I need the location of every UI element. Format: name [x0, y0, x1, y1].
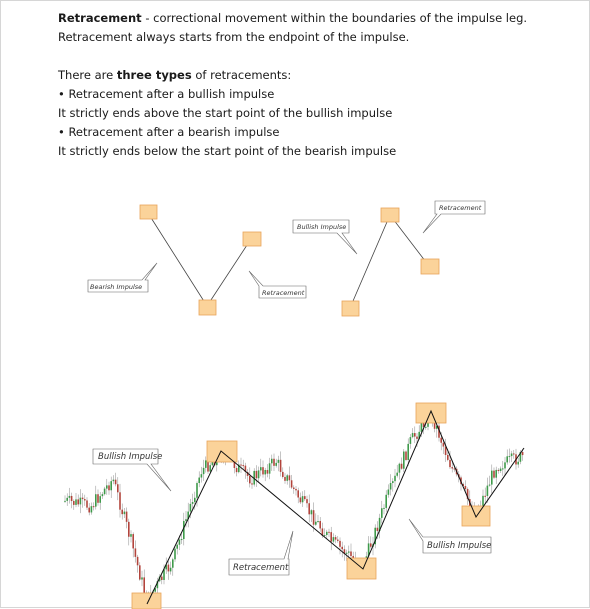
candle-body — [348, 551, 350, 552]
candle-body — [300, 497, 302, 502]
candle-body — [326, 532, 328, 535]
candle-body — [491, 471, 493, 485]
candle-body — [194, 498, 196, 502]
candle-body — [236, 468, 238, 472]
candle-body — [198, 478, 200, 483]
candle-body — [280, 460, 282, 472]
candle-body — [273, 459, 275, 466]
candle-body — [143, 577, 145, 592]
candle-body — [493, 471, 495, 478]
candle-body — [337, 540, 339, 541]
candle-body — [69, 496, 71, 498]
candle-body — [73, 501, 75, 505]
candle-body — [95, 494, 97, 506]
candle-body — [346, 553, 348, 554]
candle-body — [330, 532, 332, 541]
candle-body — [302, 496, 304, 502]
term-retracement: Retracement — [58, 11, 142, 25]
candle-body — [284, 477, 286, 481]
candle-body — [370, 543, 372, 546]
candle-body — [115, 480, 117, 485]
candle-body — [102, 494, 104, 496]
candle-body — [412, 433, 414, 437]
candle-body — [500, 469, 502, 471]
candle-body — [179, 540, 181, 545]
candle-body — [77, 499, 79, 504]
candle-body — [504, 462, 506, 468]
candle-body — [403, 452, 405, 469]
candle-body — [113, 480, 115, 481]
highlight-box-high-2 — [416, 403, 446, 423]
candle-body — [91, 506, 93, 512]
candle-body — [66, 498, 68, 501]
candle-body — [258, 470, 260, 478]
start-rule-line: Retracement always starts from the endpoint of the impulse. — [58, 30, 410, 44]
candle-body — [75, 499, 77, 504]
chart-impulse-label-left: Bullish Impulse — [98, 452, 163, 462]
candle-body — [190, 504, 192, 512]
candle-body — [401, 464, 403, 469]
candle-body — [262, 467, 264, 474]
candle-body — [174, 549, 176, 560]
candle-body — [328, 532, 330, 533]
candle-body — [407, 444, 409, 460]
candle-body — [286, 475, 288, 481]
definition-text: - correctional movement within the boundaries of the impulse leg. — [141, 11, 528, 25]
candle-body — [135, 548, 137, 556]
candle-body — [181, 539, 183, 540]
candle-body — [383, 508, 385, 509]
candle-body — [388, 490, 390, 495]
candle-body — [306, 499, 308, 503]
candle-body — [484, 496, 486, 497]
bullet-bullish: • Retracement after a bullish impulse — [58, 87, 275, 101]
candle-body — [319, 521, 321, 528]
candle-body — [84, 499, 86, 500]
candle-body — [392, 481, 394, 483]
diagram-right-path — [350, 215, 429, 308]
candle-body — [209, 465, 211, 471]
candle-body — [242, 465, 244, 466]
candle-body — [137, 557, 139, 565]
candle-body — [308, 503, 310, 514]
candle-body — [405, 452, 407, 460]
highlight-box — [199, 300, 216, 315]
candle-body — [108, 485, 110, 490]
candle-body — [269, 463, 271, 473]
diagram-left-impulse-label: Bearish Impulse — [90, 283, 143, 291]
highlight-box — [243, 232, 261, 246]
candle-body — [256, 471, 258, 478]
highlight-box — [342, 301, 359, 316]
diagram-right-impulse-label: Bullish Impulse — [297, 223, 347, 231]
candle-body — [509, 456, 511, 457]
desc-bearish: It strictly ends below the start point of the bearish impulse — [58, 144, 397, 158]
candle-body — [278, 460, 280, 463]
candle-body — [513, 453, 515, 454]
candle-body — [335, 537, 337, 539]
candle-body — [267, 470, 269, 474]
candle-body — [425, 427, 427, 428]
candle-body — [449, 460, 451, 467]
diagram-bearish-retracement — [88, 205, 306, 315]
candle-body — [88, 508, 90, 513]
candle-body — [293, 488, 295, 489]
candle-body — [205, 460, 207, 467]
candle-body — [297, 490, 299, 497]
highlight-box — [140, 205, 157, 219]
candle-body — [289, 475, 291, 480]
bullet-bearish: • Retracement after a bearish impulse — [58, 125, 280, 139]
candle-body — [185, 519, 187, 521]
candle-body — [104, 489, 106, 495]
candle-body — [324, 535, 326, 536]
candle-body — [498, 470, 500, 471]
candle-body — [97, 494, 99, 503]
candle-body — [381, 508, 383, 518]
diagram-bullish-retracement — [293, 201, 485, 316]
diagram-right-retracement-label: Retracement — [439, 204, 482, 212]
candle-body — [260, 467, 262, 470]
candle-body — [385, 495, 387, 508]
candle-body — [295, 489, 297, 490]
highlight-box — [381, 208, 399, 222]
candle-body — [390, 483, 392, 489]
types-lead-post: of retracements: — [191, 68, 292, 82]
candle-body — [93, 506, 95, 507]
candle-body — [161, 577, 163, 580]
candle-body — [522, 452, 524, 455]
candle-body — [172, 559, 174, 567]
candle-body — [339, 541, 341, 547]
types-lead-pre: There are — [58, 68, 117, 82]
candle-body — [304, 496, 306, 499]
candle-body — [106, 485, 108, 488]
candle-body — [240, 465, 242, 466]
candle-body — [341, 547, 343, 549]
candle-body — [264, 470, 266, 474]
diagrams-svg — [1, 1, 590, 609]
candle-body — [394, 476, 396, 481]
candle-body — [291, 480, 293, 487]
candle-body — [517, 462, 519, 465]
candle-body — [275, 463, 277, 466]
candle-body — [317, 521, 319, 522]
candle-body — [71, 496, 73, 501]
candle-body — [414, 433, 416, 437]
candle-body — [311, 510, 313, 514]
candle-body — [443, 443, 445, 447]
candle-body — [128, 522, 130, 537]
types-lead-bold: three types — [116, 68, 192, 82]
candle-body — [201, 474, 203, 477]
candle-body — [487, 486, 489, 496]
candle-body — [130, 534, 132, 537]
candle-body — [124, 512, 126, 515]
diagram-left-path — [148, 213, 251, 306]
candle-body — [117, 484, 119, 492]
candle-body — [64, 501, 66, 502]
highlight-box-low-1 — [132, 593, 161, 609]
candle-body — [489, 485, 491, 486]
chart-retracement-label: Retracement — [233, 563, 289, 573]
candle-body — [203, 468, 205, 474]
candle-body — [251, 483, 253, 484]
candle-body — [447, 455, 449, 460]
candle-body — [99, 496, 101, 503]
candle-body — [495, 470, 497, 478]
candle-body — [399, 464, 401, 473]
candle-body — [416, 437, 418, 439]
candle-body — [170, 568, 172, 572]
candle-body — [465, 486, 467, 489]
price-chart-candles — [64, 406, 523, 608]
candle-body — [168, 565, 170, 572]
diagram-left-retracement-label: Retracement — [262, 289, 305, 297]
candle-body — [119, 492, 121, 509]
candle-body — [440, 438, 442, 443]
candle-body — [315, 522, 317, 525]
candle-body — [176, 545, 178, 549]
candle-body — [192, 502, 194, 504]
candle-body — [121, 510, 123, 514]
candle-body — [141, 577, 143, 579]
candle-body — [282, 472, 284, 477]
highlight-box-low-2 — [347, 558, 376, 579]
highlight-box — [421, 259, 439, 274]
candle-body — [132, 534, 134, 548]
candle-body — [396, 473, 398, 476]
candle-body — [506, 456, 508, 462]
candle-body — [110, 481, 112, 490]
candle-body — [451, 467, 453, 468]
candle-body — [126, 512, 128, 522]
candle-body — [313, 510, 315, 525]
desc-bullish: It strictly ends above the start point of the bullish impulse — [58, 106, 393, 120]
candle-body — [271, 459, 273, 464]
candle-body — [350, 551, 352, 556]
candle-body — [139, 565, 141, 579]
chart-impulse-label-right: Bullish Impulse — [427, 541, 492, 551]
candle-body — [410, 437, 412, 444]
candle-body — [86, 500, 88, 507]
candle-body — [196, 483, 198, 498]
candle-body — [333, 537, 335, 541]
candle-body — [502, 468, 504, 469]
candle-body — [80, 498, 82, 505]
candle-body — [511, 453, 513, 456]
candle-body — [249, 476, 251, 483]
candle-body — [377, 528, 379, 531]
candle-body — [82, 498, 84, 499]
